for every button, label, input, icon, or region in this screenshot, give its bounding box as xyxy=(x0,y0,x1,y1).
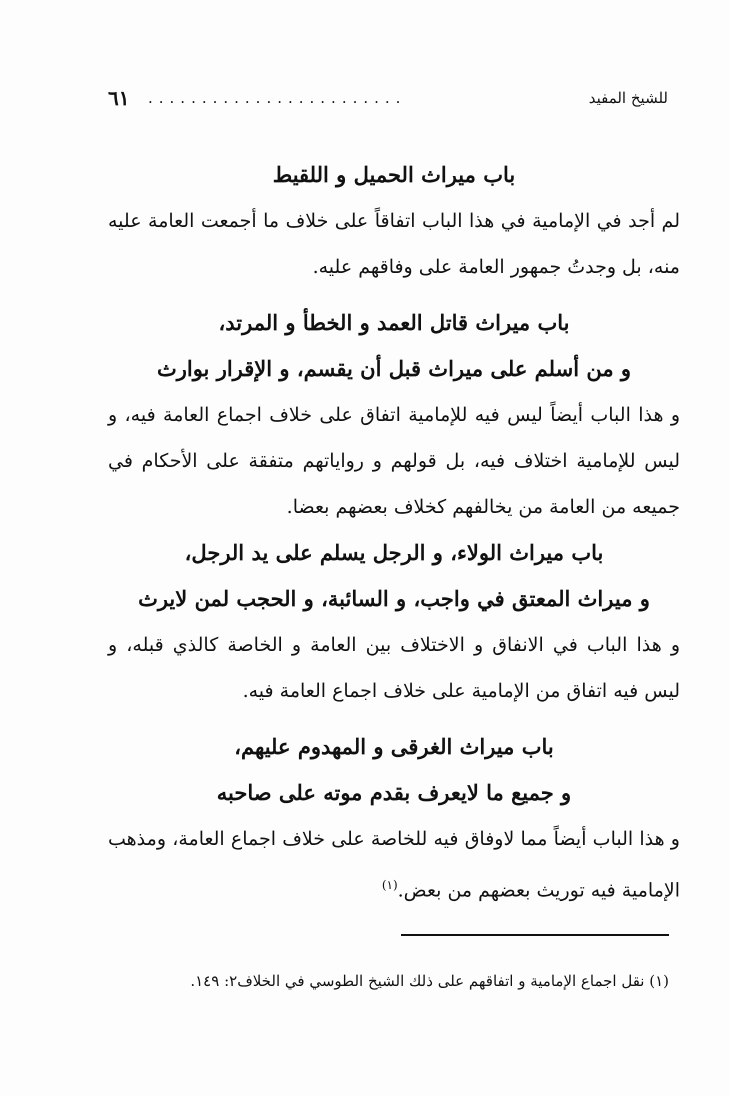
section-heading-continued: و من أسلم على ميراث قبل أن يقسم، و الإقرار بوارث xyxy=(156,356,632,381)
page-number: ٦١ xyxy=(108,86,130,110)
section-paragraph: لم أجد في الإمامية في هذا الباب اتفاقاً على خلاف ما أجمعت العامة عليه منه، بل وجدتُ جمهور العامة على وفاقهم عليه. xyxy=(108,210,680,278)
section-heading: باب ميراث قاتل العمد و الخطأ و المرتد، xyxy=(218,310,570,335)
section-heading-continued: و ميراث المعتق في واجب، و السائبة، و الحجب لمن لايرث xyxy=(138,586,650,611)
footnote-divider xyxy=(401,934,669,936)
page-body xyxy=(108,152,680,913)
section-paragraph: و هذا الباب في الانفاق و الاختلاف بين العامة و الخاصة كالذي قبله، و ليس فيه اتفاق من الإمامية على خلاف اجماع العامة فيه. xyxy=(108,634,680,702)
section-heading-continued: و جميع ما لايعرف بقدم موته على صاحبه xyxy=(216,780,572,805)
section-paragraph-text: و هذا الباب أيضاً مما لاوفاق فيه للخاصة على خلاف اجماع العامة، ومذهب الإمامية فيه توريث بعضهم من بعض. xyxy=(108,828,680,902)
section-paragraph: و هذا الباب أيضاً ليس فيه للإمامية اتفاق على خلاف اجماع العامة فيه، و ليس للإمامية اختلاف فيه، بل قولهم و رواياتهم متفقة على الأحكام في جميعه من العامة من يخالفهم كخلاف بعضهم بعضا. xyxy=(108,404,680,518)
section-heading: باب ميراث الغرقى و المهدوم عليهم، xyxy=(234,734,554,759)
leader-dots: ........................ xyxy=(148,89,407,107)
section-heading: باب ميراث الحميل و اللقيط xyxy=(272,162,516,187)
running-title: للشيخ المفيد xyxy=(588,89,668,107)
section-heading: باب ميراث الولاء، و الرجل يسلم على يد الرجل، xyxy=(184,540,604,565)
section-paragraph xyxy=(108,816,680,913)
running-header xyxy=(108,84,668,112)
footnote-text: (١) نقل اجماع الإمامية و اتفاقهم على ذلك الشيخ الطوسي في الخلاف٢: ١٤٩. xyxy=(190,972,669,990)
footnote-reference[interactable]: (١) xyxy=(381,878,398,892)
